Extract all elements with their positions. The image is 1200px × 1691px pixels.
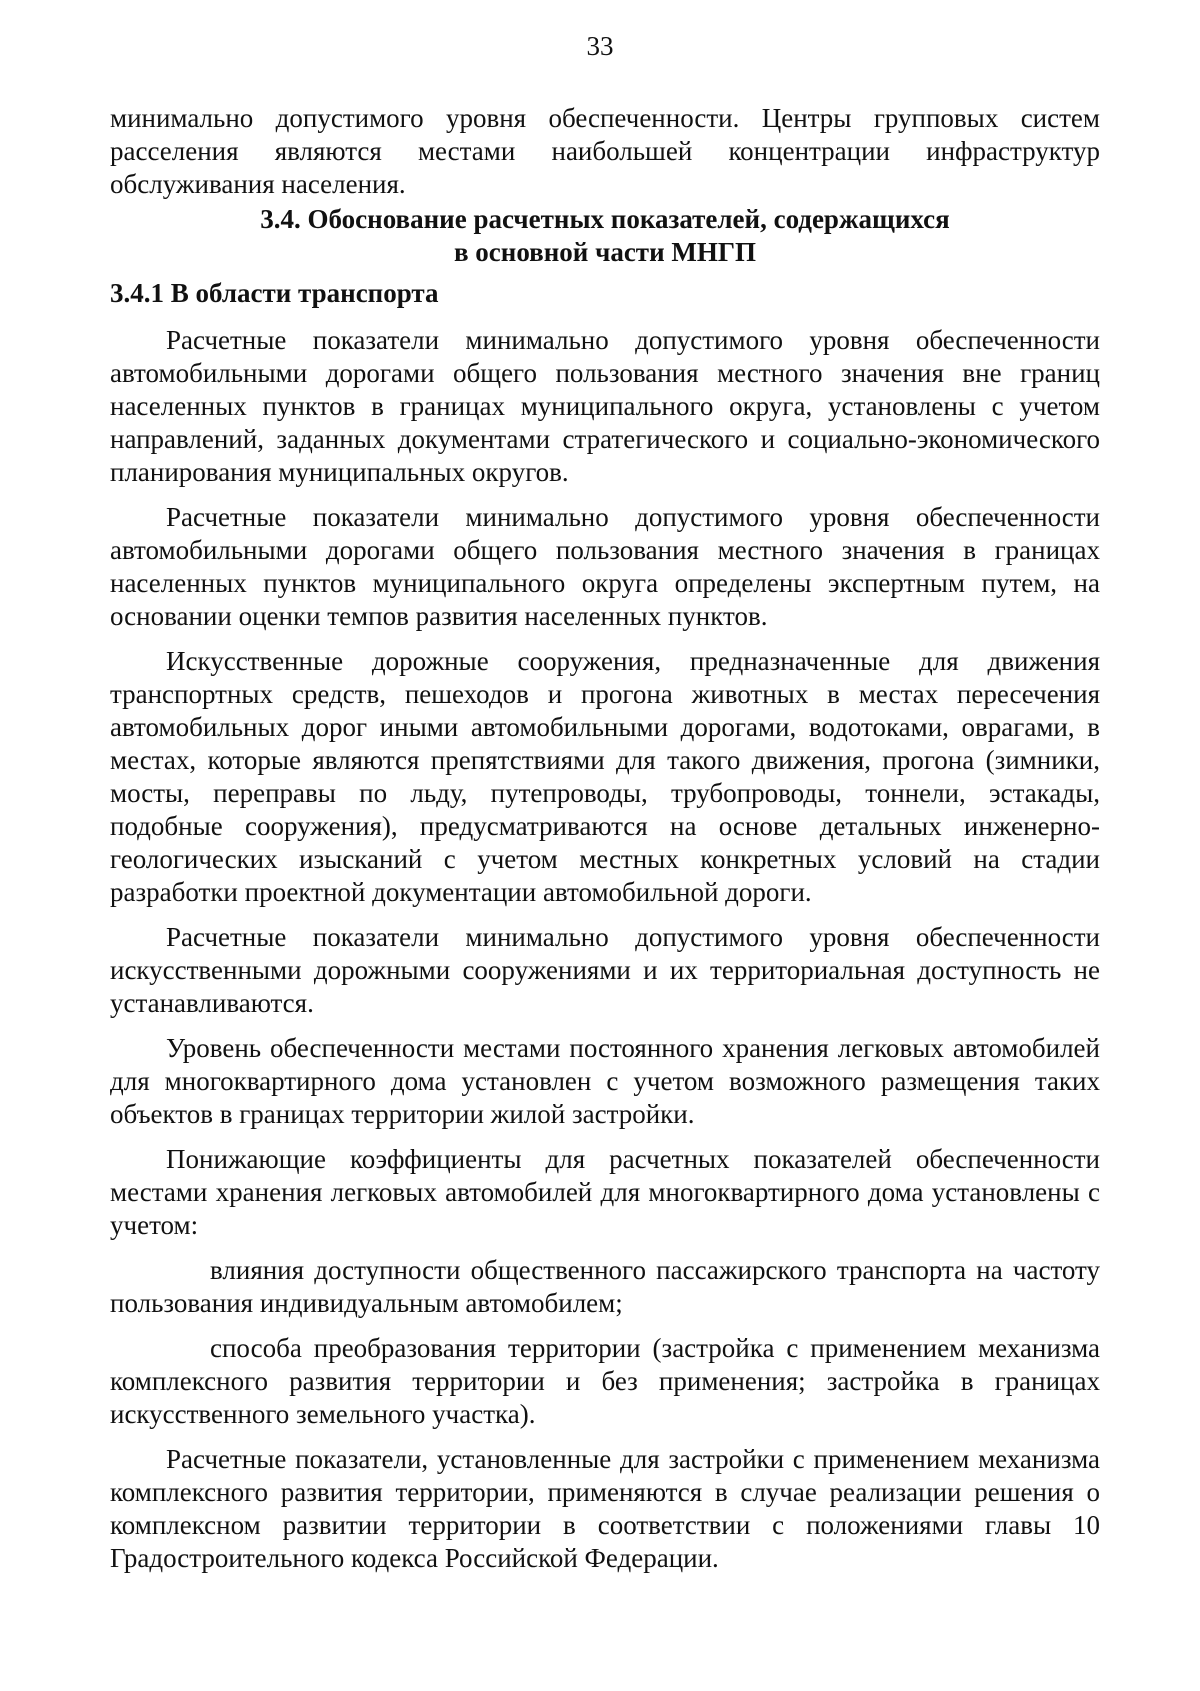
section-heading-line-2: в основной части МНГП — [453, 237, 757, 267]
list-item-2: способа преобразования территории (застройка с применением механизма комплексного развития территории и без применения; застройка в границах искусственного земельного участка). — [110, 1333, 1100, 1429]
paragraph-3: Искусственные дорожные сооружения, предназначенные для движения транспортных средств, пешеходов и прогона животных в местах пересечения автомобильных дорог иными автомобильными дорогами, водотоками, оврагами, в местах, которые являются препятствиями для такого движения, прогона (зимники, мосты, переправы по льду, путепроводы, трубопроводы, тоннели, эстакады, подобные сооружения), предусматриваются на основе детальных инженерно-геологических изысканий с учетом местных конкретных условий на стадии разработки проектной документации автомобильной дороги. — [110, 646, 1100, 907]
page-number: 33 — [586, 31, 614, 61]
subsection-heading: 3.4.1 В области транспорта — [110, 278, 439, 308]
paragraph-4: Расчетные показатели минимально допустимого уровня обеспеченности искусственными дорожными сооружениями и их территориальная доступность не устанавливаются. — [110, 922, 1100, 1018]
paragraph-5: Уровень обеспеченности местами постоянного хранения легковых автомобилей для многоквартирного дома установлен с учетом возможного размещения таких объектов в границах территории жилой застройки. — [110, 1033, 1100, 1129]
intro-paragraph: минимально допустимого уровня обеспеченности. Центры групповых систем расселения являются местами наибольшей концентрации инфраструктур обслуживания населения. — [110, 103, 1100, 199]
page-content — [110, 102, 1100, 1575]
paragraph-1: Расчетные показатели минимально допустимого уровня обеспеченности автомобильными дорогами общего пользования местного значения вне границ населенных пунктов в границах муниципального округа, установлены с учетом направлений, заданных документами стратегического и социально-экономического планирования муниципальных округов. — [110, 325, 1100, 487]
paragraph-2: Расчетные показатели минимально допустимого уровня обеспеченности автомобильными дорогами общего пользования местного значения в границах населенных пунктов муниципального округа определены экспертным путем, на основании оценки темпов развития населенных пунктов. — [110, 502, 1100, 631]
final-paragraph: Расчетные показатели, установленные для застройки с применением механизма комплексного развития территории, применяются в случае реализации решения о комплексном развитии территории в соответствии с положениями главы 10 Градостроительного кодекса Российской Федерации. — [110, 1444, 1100, 1573]
paragraph-6: Понижающие коэффициенты для расчетных показателей обеспеченности местами хранения легковых автомобилей для многоквартирного дома установлены с учетом: — [110, 1144, 1100, 1240]
list-item-1: влияния доступности общественного пассажирского транспорта на частоту пользования индивидуальным автомобилем; — [110, 1255, 1100, 1318]
section-heading-line-1: 3.4. Обоснование расчетных показателей, содержащихся — [260, 204, 950, 234]
